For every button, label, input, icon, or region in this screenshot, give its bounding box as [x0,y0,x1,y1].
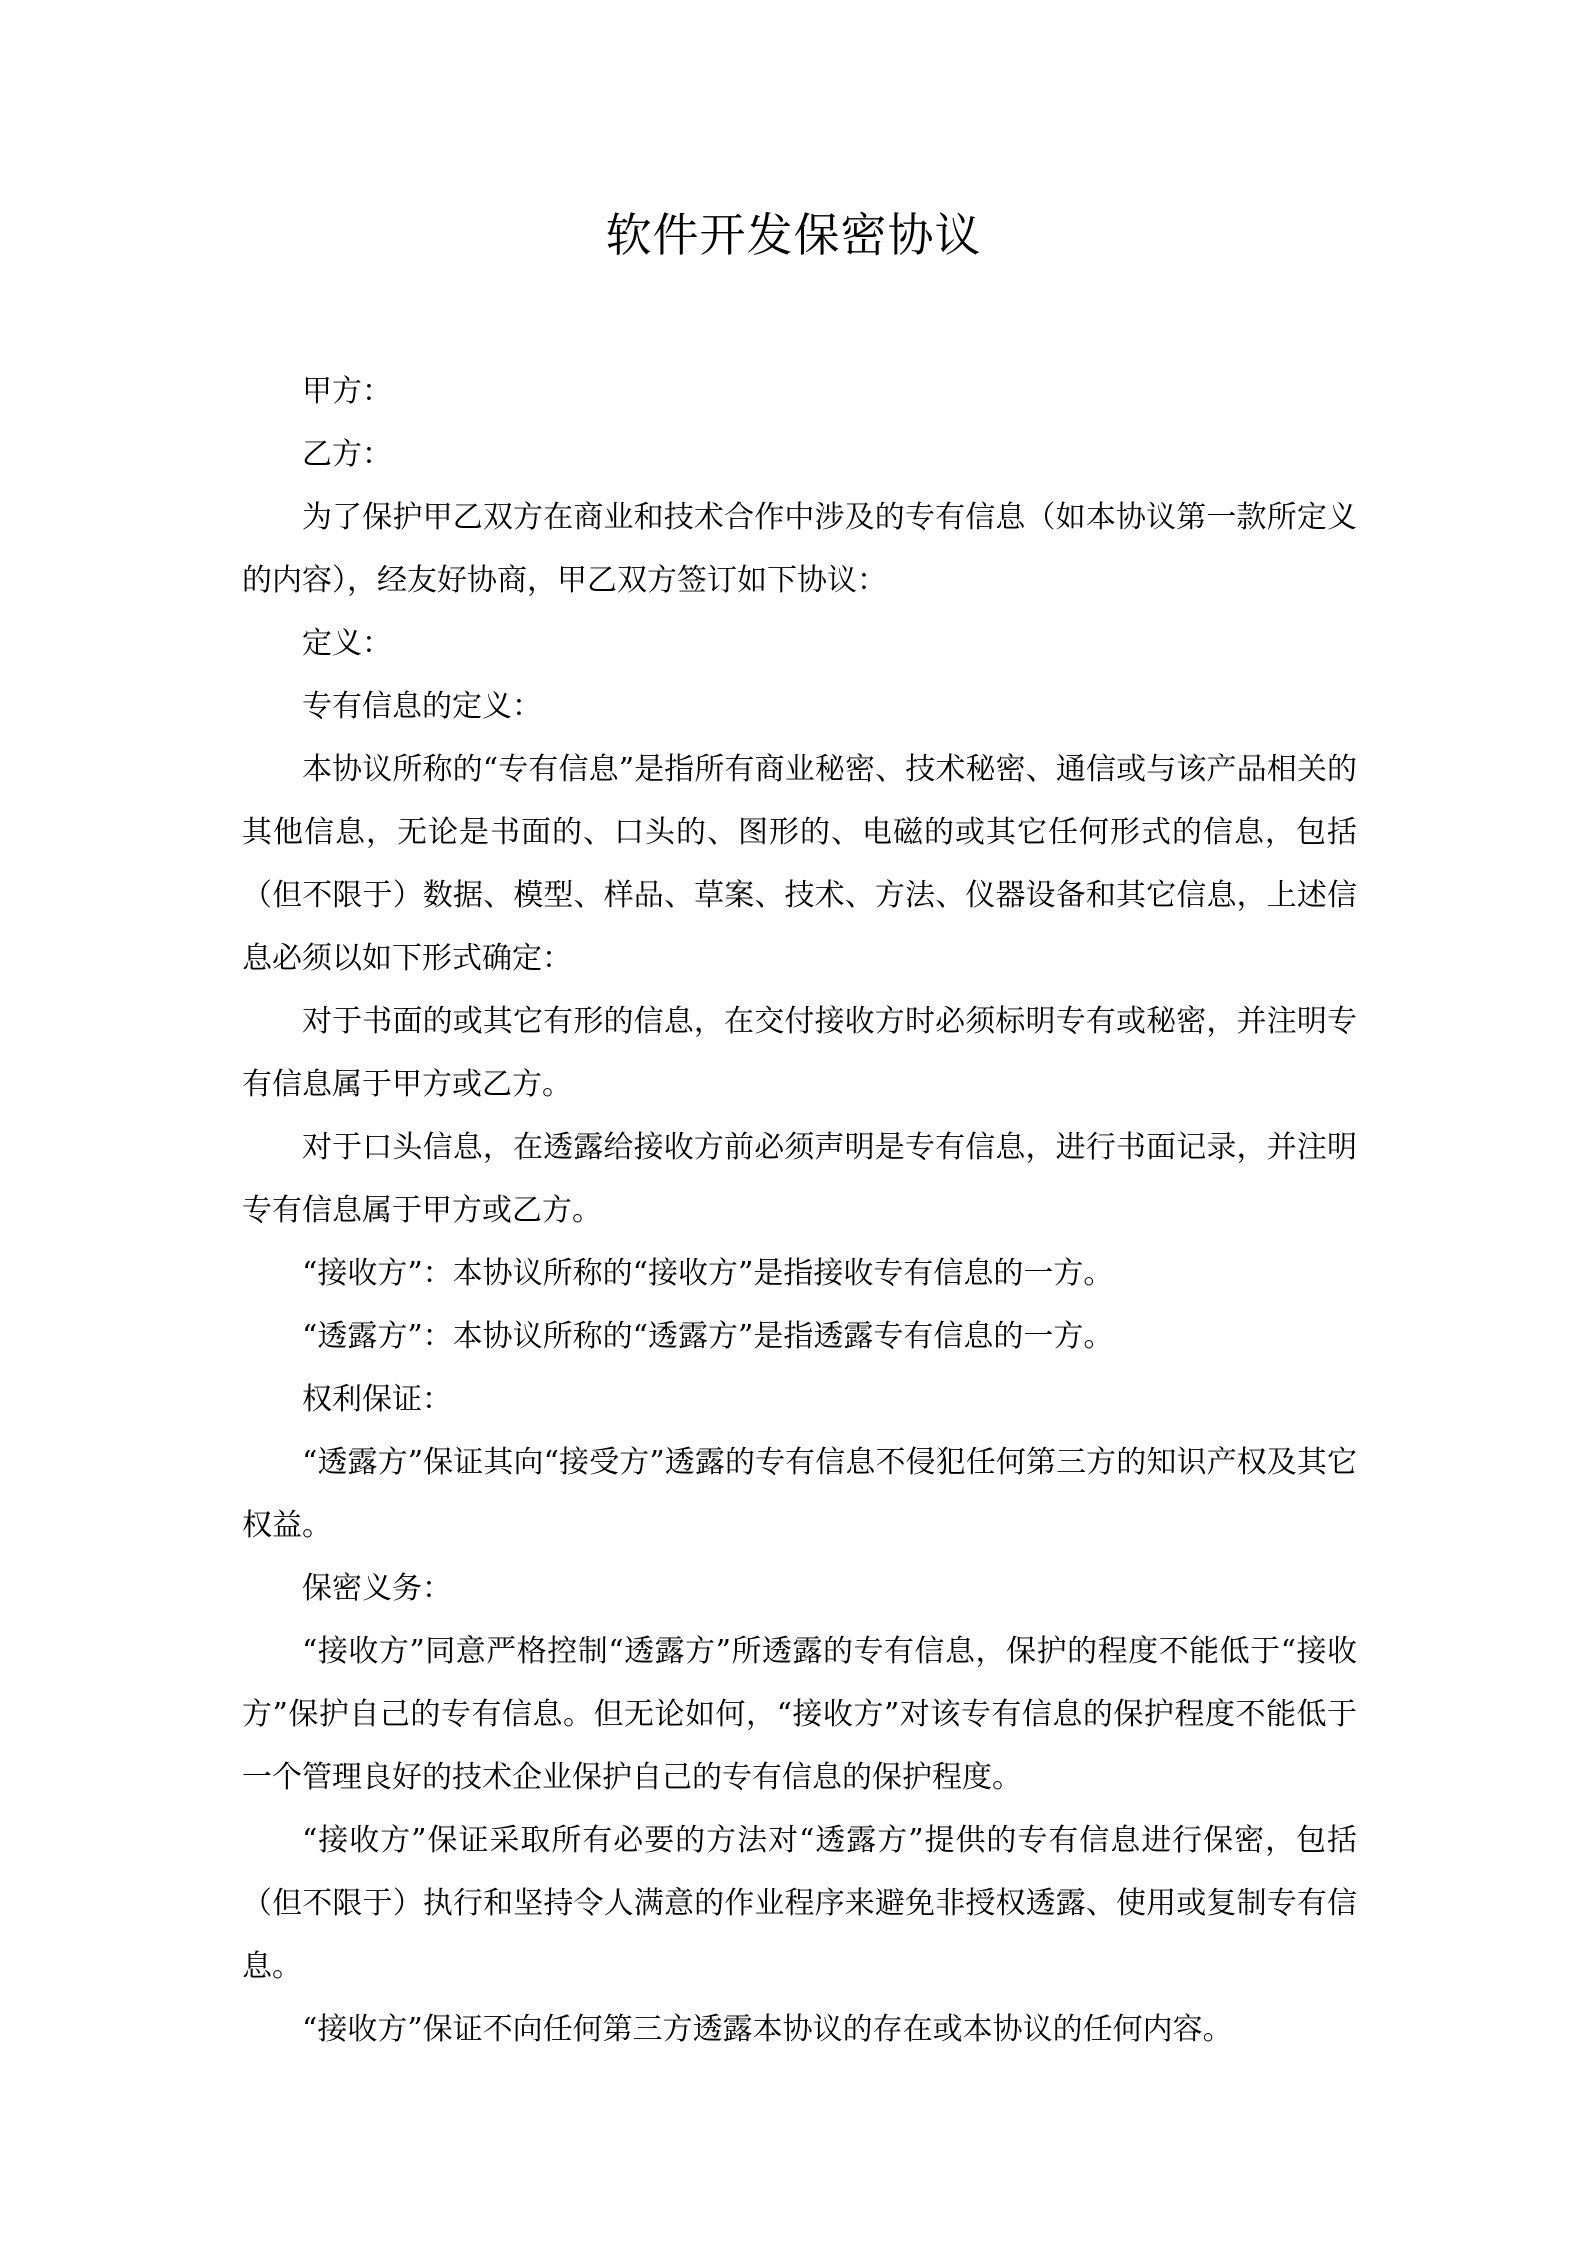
preamble-paragraph: 为了保护甲乙双方在商业和技术合作中涉及的专有信息（如本协议第一款所定义的内容），经友好协商，甲乙双方签订如下协议： [242,500,1357,598]
subheading-proprietary-info: 专有信息的定义： [302,689,542,724]
party-a-line: 甲方： [302,374,392,409]
confidentiality-clause-3: “接收方”保证不向任何第三方透露本协议的存在或本协议的任何内容。 [302,2012,1233,2047]
section-heading-definitions: 定义： [302,626,392,661]
party-b-line: 乙方： [302,437,392,472]
discloser-definition: “透露方”：本协议所称的“透露方”是指透露专有信息的一方。 [302,1319,1114,1354]
document-title: 软件开发保密协议 [605,208,982,262]
section-heading-confidentiality: 保密义务： [302,1571,452,1606]
document-body [242,360,1357,2061]
proprietary-info-definition: 本协议所称的“专有信息”是指所有商业秘密、技术秘密、通信或与该产品相关的其他信息，无论是书面的、口头的、图形的、电磁的或其它任何形式的信息，包括（但不限于）数据、模型、样品、草案、技术、方法、仪器设备和其它信息，上述信息必须以如下形式确定： [242,752,1357,976]
oral-info-clause: 对于口头信息，在透露给接收方前必须声明是专有信息，进行书面记录，并注明专有信息属于甲方或乙方。 [242,1130,1357,1228]
recipient-definition: “接收方”：本协议所称的“接收方”是指接收专有信息的一方。 [302,1256,1114,1291]
warranty-clause: “透露方”保证其向“接受方”透露的专有信息不侵犯任何第三方的知识产权及其它权益。 [242,1445,1357,1543]
section-heading-warranty: 权利保证： [302,1382,452,1417]
confidentiality-clause-1: “接收方”同意严格控制“透露方”所透露的专有信息，保护的程度不能低于“接收方”保护自己的专有信息。但无论如何，“接收方”对该专有信息的保护程度不能低于一个管理良好的技术企业保护自己的专有信息的保护程度。 [242,1634,1357,1795]
confidentiality-clause-2: “接收方”保证采取所有必要的方法对“透露方”提供的专有信息进行保密，包括（但不限于）执行和坚持令人满意的作业程序来避免非授权透露、使用或复制专有信息。 [242,1823,1357,1984]
written-info-clause: 对于书面的或其它有形的信息，在交付接收方时必须标明专有或秘密，并注明专有信息属于甲方或乙方。 [242,1004,1357,1102]
